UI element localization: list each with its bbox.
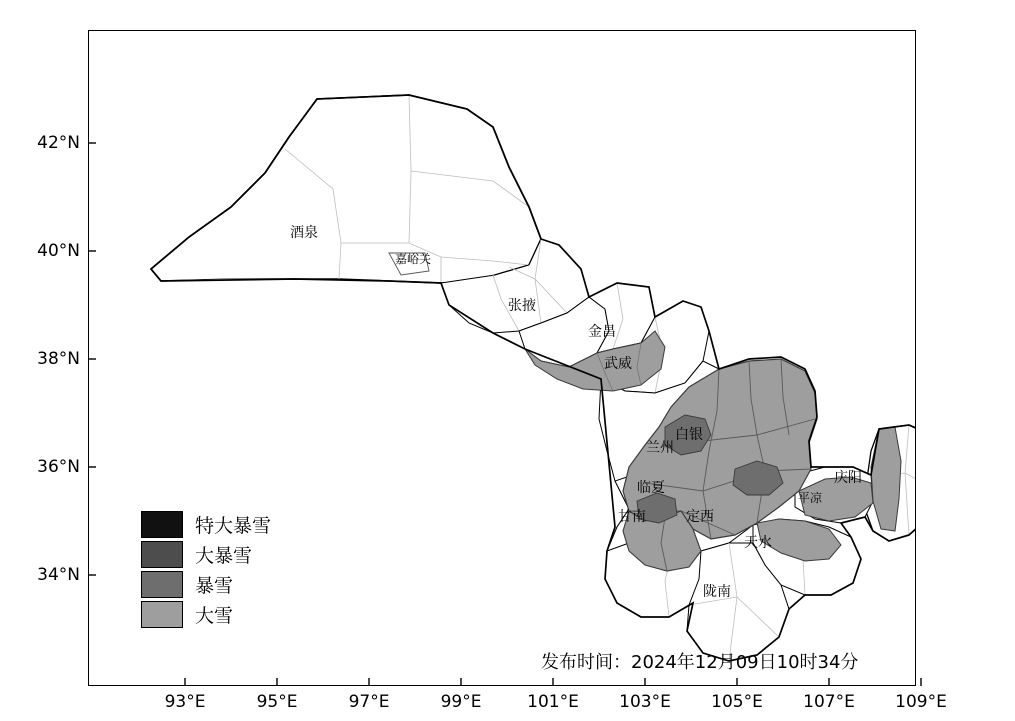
legend-swatch-teda-baoxue	[141, 511, 183, 538]
x-tick-label: 95°E	[256, 692, 298, 712]
city-label-jiuquan: 酒泉	[290, 225, 318, 241]
city-label-gannan: 甘南	[618, 509, 646, 525]
map-plot-area	[88, 30, 916, 686]
y-tick-label: 38°N	[37, 349, 80, 369]
x-tick-label: 109°E	[895, 692, 947, 712]
city-label-lanzhou: 兰州	[646, 440, 674, 456]
legend-item	[141, 599, 331, 629]
city-label-tianshui: 天水	[744, 535, 772, 551]
city-label-dingxi: 定西	[686, 509, 714, 525]
city-label-jiayuguan: 嘉峪关	[394, 252, 432, 266]
legend-item	[141, 539, 331, 569]
y-tick-label: 40°N	[37, 241, 80, 261]
legend-swatch-daxue	[141, 601, 183, 628]
x-tick-label: 105°E	[711, 692, 763, 712]
x-tick-label: 93°E	[164, 692, 206, 712]
y-tick-label: 42°N	[37, 133, 80, 153]
legend-label-da-baoxue: 大暴雪	[195, 544, 253, 567]
legend-label-daxue: 大雪	[195, 604, 234, 627]
prefecture-jiuquan	[151, 95, 541, 283]
legend-label-teda-baoxue: 特大暴雪	[195, 514, 272, 537]
city-label-linxia: 临夏	[637, 480, 665, 496]
x-tick-label: 101°E	[527, 692, 579, 712]
city-label-jinchang: 金昌	[588, 324, 616, 340]
city-label-baiyin: 白银	[675, 427, 703, 443]
x-tick-label: 99°E	[440, 692, 482, 712]
legend	[141, 509, 331, 629]
legend-label-baoxue: 暴雪	[195, 574, 234, 597]
city-label-wuwei: 武威	[604, 356, 632, 372]
x-tick-label: 97°E	[348, 692, 390, 712]
city-label-qingyang: 庆阳	[834, 470, 862, 486]
y-tick-label: 36°N	[37, 457, 80, 477]
x-tick-label: 103°E	[619, 692, 671, 712]
legend-swatch-da-baoxue	[141, 541, 183, 568]
city-label-zhangye: 张掖	[508, 298, 536, 314]
y-tick-label: 34°N	[37, 565, 80, 585]
city-label-longnan: 陇南	[703, 584, 731, 600]
issue-time: 发布时间：2024年12月09日10时34分	[541, 652, 859, 673]
city-label-pingliang: 平凉	[797, 491, 823, 505]
legend-item	[141, 509, 331, 539]
legend-swatch-baoxue	[141, 571, 183, 598]
x-tick-label: 107°E	[803, 692, 855, 712]
legend-item	[141, 569, 331, 599]
